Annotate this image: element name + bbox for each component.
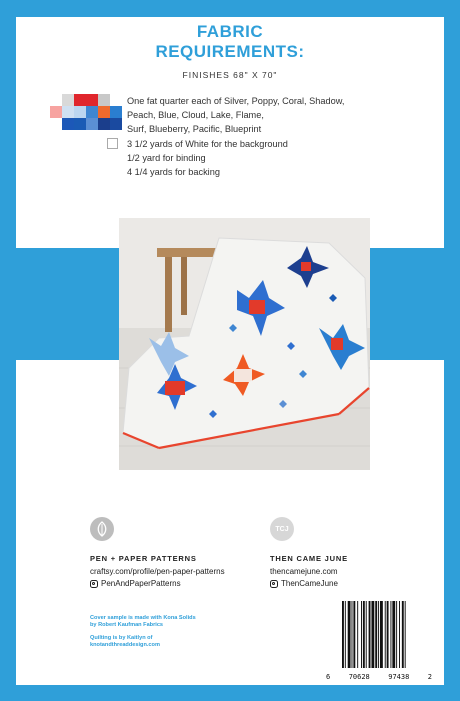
fabric-swatch <box>110 118 122 130</box>
white-fabric-swatch <box>107 138 118 149</box>
instagram-icon <box>270 580 278 588</box>
tcj-logo: TCJ <box>270 517 294 541</box>
fabric-swatch <box>110 106 122 118</box>
quilting-credit: Quilting is by Kaitlyn of knotandthreaddesign.com <box>90 635 160 648</box>
quilt-photo <box>119 218 370 470</box>
brand-instagram-left[interactable] <box>90 579 181 588</box>
barcode-bar <box>402 601 404 668</box>
fabric-credit: Cover sample is made with Kona Solids by Robert Kaufman Fabrics <box>90 615 196 628</box>
barcode-bar <box>387 601 389 668</box>
requirement-item: 3 1/2 yards of White for the background <box>127 138 288 149</box>
barcode-digits <box>326 673 432 681</box>
swatch-row <box>50 106 122 118</box>
requirement-item: 4 1/4 yards for backing <box>127 167 220 178</box>
brand-url-right[interactable]: thencamejune.com <box>270 567 338 576</box>
fabric-swatch <box>50 94 62 106</box>
barcode-bar <box>405 601 406 668</box>
requirements-list <box>127 94 344 179</box>
barcode-bar <box>361 601 362 668</box>
finished-size: FINISHES 68" X 70" <box>182 70 278 80</box>
barcode-bar <box>385 601 386 668</box>
barcode-bar <box>390 601 391 668</box>
fabric-swatch <box>74 94 86 106</box>
barcode-bar <box>352 601 353 668</box>
barcode-bar <box>342 601 344 668</box>
quilt-illustration <box>119 218 370 470</box>
barcode-bar <box>369 601 371 668</box>
barcode-digit-group: 2 <box>427 673 432 681</box>
leaf-icon <box>95 521 109 537</box>
barcode <box>340 599 428 670</box>
brand-url-left[interactable]: craftsy.com/profile/pen-paper-patterns <box>90 567 225 576</box>
instagram-handle: PenAndPaperPatterns <box>101 579 181 588</box>
page-title: FABRIC REQUIREMENTS: <box>155 22 305 61</box>
requirement-item: 1/2 yard for binding <box>127 152 206 163</box>
fabric-swatch <box>86 94 98 106</box>
fabric-swatch <box>50 106 62 118</box>
fabric-swatch <box>110 94 122 106</box>
requirement-item: Surf, Blueberry, Pacific, Blueprint <box>127 124 262 135</box>
barcode-digit-group: 97438 <box>388 673 410 681</box>
barcode-bar <box>375 601 377 668</box>
barcode-bar <box>380 601 383 668</box>
barcode-bar <box>357 601 358 668</box>
fabric-swatch <box>50 118 62 130</box>
requirement-item: Peach, Blue, Cloud, Lake, Flame, <box>127 110 264 121</box>
pen-paper-logo <box>90 517 114 541</box>
barcode-bar <box>345 601 346 668</box>
barcode-bar <box>392 601 395 668</box>
barcode-bar <box>353 601 355 668</box>
fabric-swatch <box>62 118 74 130</box>
fabric-swatch <box>98 118 110 130</box>
barcode-bar <box>366 601 367 668</box>
barcode-bar <box>371 601 374 668</box>
brand-name-left: PEN + PAPER PATTERNS <box>90 554 197 563</box>
requirement-item: One fat quarter each of Silver, Poppy, Coral, Shadow, <box>127 96 345 106</box>
brand-name-right: THEN CAME JUNE <box>270 554 348 563</box>
barcode-bar <box>396 601 397 668</box>
barcode-bar <box>399 601 400 668</box>
barcode-bar <box>378 601 379 668</box>
swatch-row <box>50 118 122 130</box>
swatch-row <box>50 94 122 106</box>
fabric-swatch <box>62 106 74 118</box>
barcode-bar <box>348 601 351 668</box>
fabric-swatch <box>98 106 110 118</box>
fabric-swatch <box>98 94 110 106</box>
instagram-handle: ThenCameJune <box>281 579 338 588</box>
barcode-bar <box>363 601 365 668</box>
fabric-swatch <box>74 106 86 118</box>
brand-instagram-right[interactable] <box>270 579 338 588</box>
fabric-swatch <box>86 106 98 118</box>
barcode-digit-group: 70628 <box>348 673 370 681</box>
fabric-swatch <box>62 94 74 106</box>
fabric-swatch-grid <box>50 94 122 130</box>
fabric-swatch <box>74 118 86 130</box>
barcode-digit-group: 6 <box>326 673 331 681</box>
fabric-swatch <box>86 118 98 130</box>
instagram-icon <box>90 580 98 588</box>
